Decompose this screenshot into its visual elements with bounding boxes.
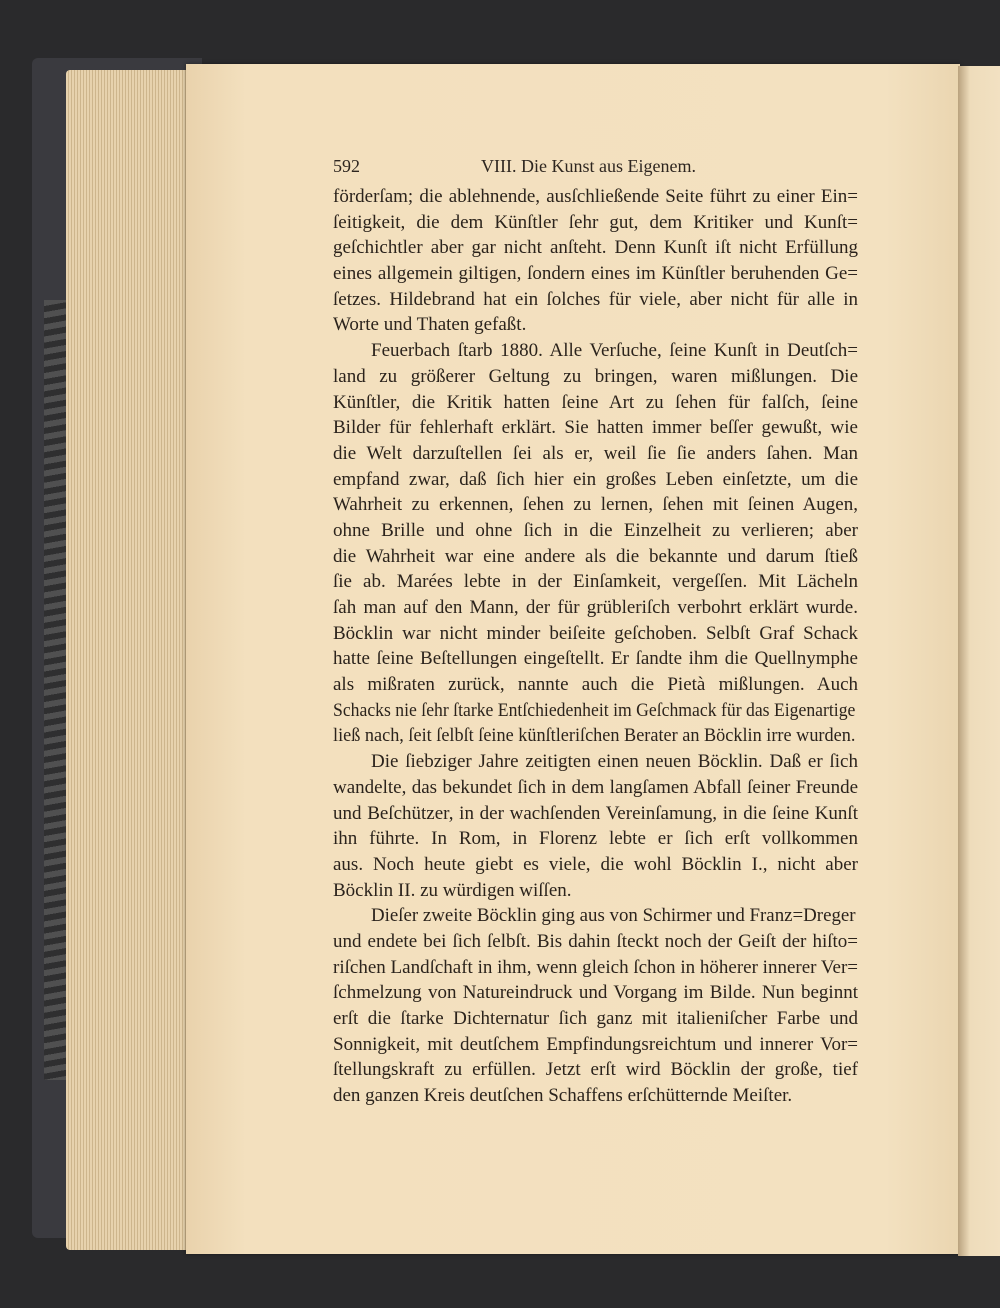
text-line-row [333, 749, 858, 775]
text-line-row [333, 287, 858, 313]
text-line-row [333, 621, 858, 647]
text-line: Feuerbach ſtarb 1880. Alle Verſuche, ſeine Kunſt in Deutſch= [371, 340, 858, 362]
text-line-row [333, 210, 858, 236]
text-line-row [333, 544, 858, 570]
text-line: Worte und Thaten gefaßt. [333, 314, 527, 336]
text-line: eines allgemein giltigen, ſondern eines im Künſtler beruhenden Ge= [333, 263, 858, 285]
text-line-row [333, 1006, 858, 1032]
running-title: VIII. Die Kunst aus Eigenem. [481, 156, 696, 176]
text-line-row [333, 955, 858, 981]
text-line-row [333, 569, 858, 595]
text-line: ihn führte. In Rom, in Florenz lebte er ſich erſt vollkommen [333, 828, 858, 850]
text-line: ſtellungskraft zu erfüllen. Jetzt erſt wird Böcklin der große, tief [333, 1059, 858, 1081]
text-line: Wahrheit zu erkennen, ſehen zu lernen, ſehen mit ſeinen Augen, [333, 494, 858, 516]
text-line: Die ſiebziger Jahre zeitigten einen neuen Böcklin. Daß er ſich [371, 751, 858, 773]
text-line: erſt die ſtarke Dichternatur ſich ganz mit italieniſcher Farbe und [333, 1008, 858, 1029]
text-line: empfand zwar, daß ſich hier ein großes Leben einſetzte, um die [333, 468, 858, 490]
text-line-row [333, 826, 858, 852]
text-line-row [333, 595, 858, 621]
text-line-row [333, 646, 858, 672]
text-line-row [333, 184, 858, 210]
text-line-row [333, 775, 858, 801]
text-line: Schacks nie ſehr ſtarke Entſchiedenheit im Geſchmack für das Eigenartige [333, 699, 856, 721]
text-line: Böcklin war nicht minder beiſeite geſchoben. Selbſt Graf Schack [333, 622, 858, 644]
text-line: wandelte, das bekundet ſich in dem langſamen Abfall ſeiner Freunde [333, 776, 858, 798]
text-line: ſah man auf den Mann, der für grübleriſch verbohrt erklärt wurde. [333, 597, 858, 618]
text-line: und Beſchützer, in der wachſenden Vereinſamung, in die ſeine Kunſt [333, 802, 858, 824]
text-line-row [333, 492, 858, 518]
text-line: riſchen Landſchaft in ihm, wenn gleich ſchon in höherer innerer Ver= [333, 956, 858, 978]
text-line: Sonnigkeit, mit deutſchem Empfindungsreichtum und innerer Vor= [333, 1033, 858, 1055]
text-line: ſetzes. Hildebrand hat ein ſolches für viele, aber nicht für alle in [333, 288, 858, 310]
text-line-row [333, 467, 858, 493]
text-line-row [333, 852, 858, 878]
text-line: hatte ſeine Beſtellungen eingeſtellt. Er ſandte ihm die Quellnymphe [333, 648, 858, 670]
text-line: ließ nach, ſeit ſelbſt ſeine künſtleriſchen Berater an Böcklin irre wurden. [333, 725, 856, 747]
text-line: förderſam; die ablehnende, ausſchließende Seite führt zu einer Ein= [333, 186, 858, 207]
text-line-row [333, 235, 858, 261]
text-line-row [333, 312, 858, 338]
text-line: Bilder für fehlerhaft erklärt. Sie hatten immer beſſer gewußt, wie [333, 417, 858, 439]
text-line: ſchmelzung von Natureindruck und Vorgang im Bilde. Nun beginnt [333, 982, 858, 1004]
text-line-row [333, 1032, 858, 1058]
text-line: Böcklin II. zu würdigen wiſſen. [333, 879, 572, 901]
text-line-row [333, 929, 858, 955]
text-line-row [333, 980, 858, 1006]
page-header [333, 156, 858, 182]
text-line-row [333, 518, 858, 544]
text-line-row [333, 441, 858, 467]
text-line: Dieſer zweite Böcklin ging aus von Schirmer und Franz=Dreger [371, 905, 856, 927]
text-line-row [333, 801, 858, 827]
text-line: die Wahrheit war eine andere als die bekannte und darum ſtieß [333, 545, 858, 567]
body-text [333, 184, 858, 1109]
text-line-row [333, 903, 858, 929]
text-line-row [333, 390, 858, 416]
page-number: 592 [333, 156, 360, 176]
text-line: Künſtler, die Kritik hatten ſeine Art zu ſehen für falſch, ſeine [333, 391, 858, 413]
text-line: land zu größerer Geltung zu bringen, waren mißlungen. Die [333, 365, 858, 387]
page-edges [66, 70, 190, 1250]
text-line-row [333, 1057, 858, 1083]
text-line-row [333, 261, 858, 287]
text-line: den ganzen Kreis deutſchen Schaffens erſchütternde Meiſter. [333, 1085, 793, 1107]
text-line: die Welt darzuſtellen ſei als er, weil ſie ſie anders ſahen. Man [333, 442, 858, 464]
text-line-row [333, 672, 858, 698]
facing-page-edge [958, 66, 1000, 1256]
text-line: und endete bei ſich ſelbſt. Bis dahin ſteckt noch der Geiſt der hiſto= [333, 930, 858, 952]
text-line-row [333, 364, 858, 390]
text-line: als mißraten zurück, nannte auch die Pietà mißlungen. Auch [333, 674, 858, 696]
text-line-row [333, 723, 858, 749]
text-line-row [333, 1083, 858, 1109]
text-line-row [333, 698, 858, 724]
text-line: ohne Brille und ohne ſich in die Einzelheit zu verlieren; aber [333, 519, 858, 541]
text-line: geſchichtler aber gar nicht anſteht. Denn Kunſt iſt nicht Erfüllung [333, 237, 858, 259]
text-line-row [333, 338, 858, 364]
text-line: ſeitigkeit, die dem Künſtler ſehr gut, dem Kritiker und Kunſt= [333, 211, 858, 233]
text-line-row [333, 878, 858, 904]
text-line-row [333, 415, 858, 441]
text-line: aus. Noch heute giebt es viele, die wohl Böcklin I., nicht aber [333, 853, 858, 875]
text-line: ſie ab. Marées lebte in der Einſamkeit, vergeſſen. Mit Lächeln [333, 571, 858, 593]
